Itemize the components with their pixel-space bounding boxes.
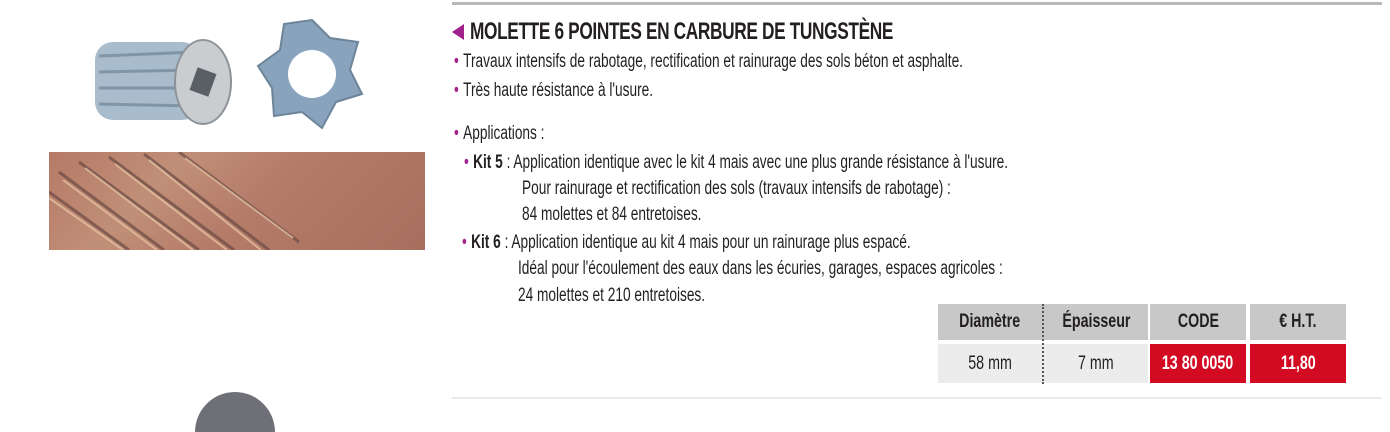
header-diametre: Diamètre [938, 304, 1042, 340]
column-divider-dotted [1042, 304, 1044, 384]
kit-5-detail: Pour rainurage et rectification des sols (travaux intensifs de rabotage) : [522, 178, 951, 199]
next-product-photo-partial [195, 392, 275, 432]
kit-6-quantity: 24 molettes et 210 entretoises. [518, 285, 706, 306]
kit-6-item: • Kit 6 : Application identique au kit 4 mais pour un rainurage plus espacé. [462, 232, 911, 253]
kit-6-detail: Idéal pour l'écoulement des eaux dans les écuries, garages, espaces agricoles : [518, 258, 1003, 279]
header-code: CODE [1150, 304, 1246, 340]
molette-photo [85, 22, 235, 134]
bullet-icon: • [454, 51, 459, 72]
header-price: € H.T. [1250, 304, 1346, 340]
kit-5-item: • Kit 5 : Application identique avec le kit 4 mais avec une plus grande résistance à l'usure. [464, 152, 1009, 173]
cell-diametre: 58 mm [938, 344, 1042, 383]
bullet-icon: • [464, 152, 469, 173]
arrow-left-icon [452, 24, 464, 40]
applications-heading: • Applications : [454, 123, 545, 144]
cell-price: 11,80 [1250, 344, 1346, 383]
bullet-icon: • [454, 123, 459, 144]
kit-name: Kit 6 [471, 232, 501, 253]
header-epaisseur: Épaisseur [1044, 304, 1148, 340]
bullet-icon: • [462, 232, 467, 253]
feature-item: • Très haute résistance à l'usure. [454, 80, 654, 101]
section-divider-top [452, 2, 1382, 5]
cell-epaisseur: 7 mm [1044, 344, 1148, 383]
kit-name: Kit 5 [473, 152, 503, 173]
cell-code: 13 80 0050 [1150, 344, 1246, 383]
product-title-text: MOLETTE 6 POINTES EN CARBURE DE TUNGSTÈNE [470, 18, 894, 45]
feature-item: • Travaux intensifs de rabotage, rectification et rainurage des sols béton et asphalte. [454, 51, 963, 72]
section-divider-bottom [452, 397, 1382, 399]
product-title [452, 17, 1058, 47]
spacer-photo [250, 12, 375, 137]
kit-5-quantity: 84 molettes et 84 entretoises. [522, 204, 702, 225]
bullet-icon: • [454, 80, 459, 101]
grooved-floor-photo [49, 152, 425, 250]
